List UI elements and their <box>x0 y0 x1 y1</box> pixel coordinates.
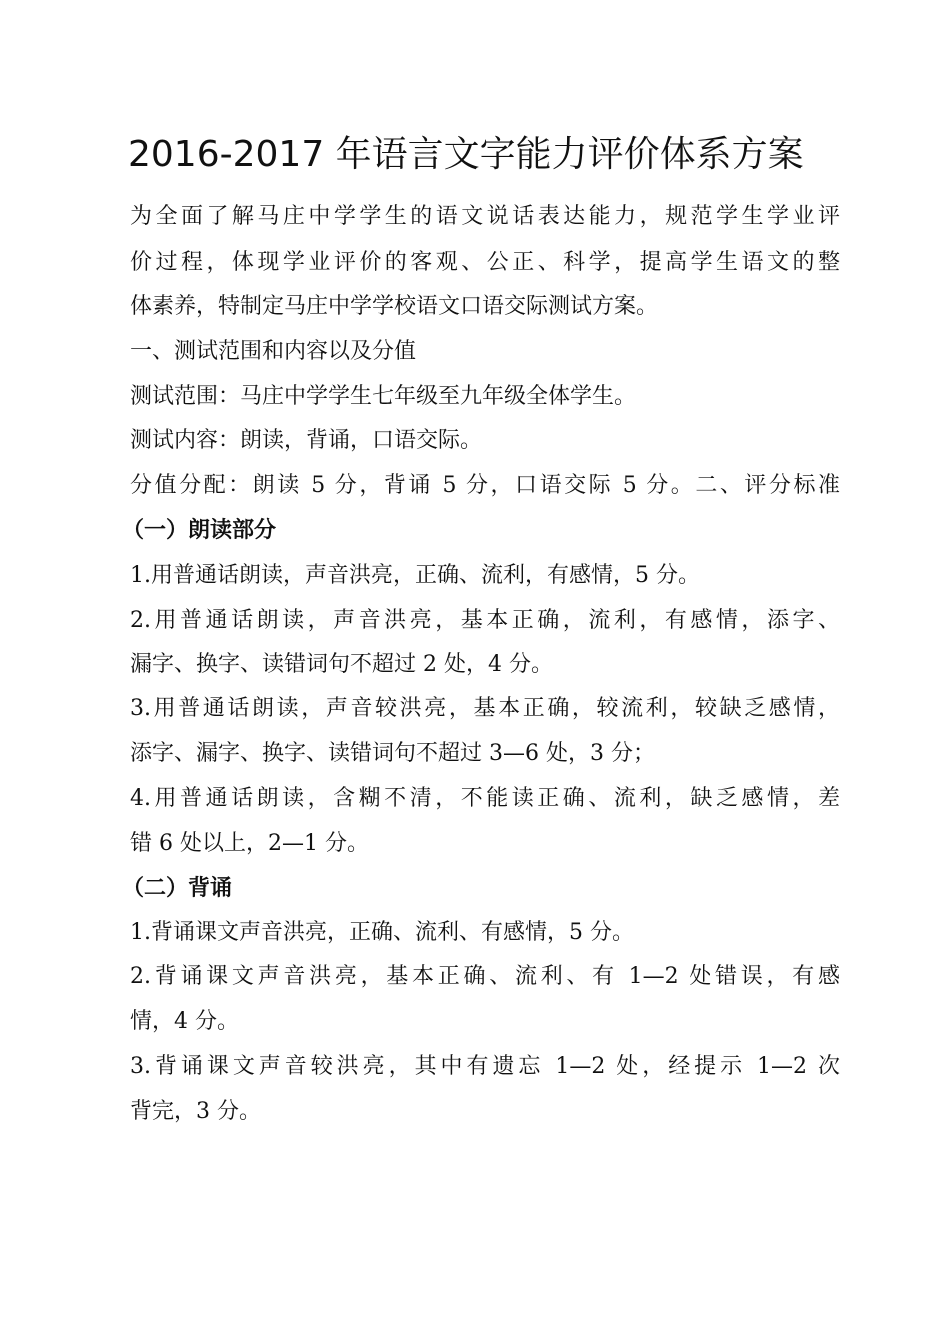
criteria-line: 2.背诵课文声音洪亮，基本正确、流利、有 1—2 处错误，有感 <box>130 964 840 989</box>
criteria-line: 3.背诵课文声音较洪亮，其中有遗忘 1—2 处，经提示 1—2 次 <box>130 1054 840 1079</box>
criteria-line: 1.背诵课文声音洪亮，正确、流利、有感情，5 分。 <box>130 920 634 945</box>
intro-line: 为全面了解马庄中学学生的语文说话表达能力，规范学生学业评 <box>130 204 840 229</box>
intro-line: 价过程，体现学业评价的客观、公正、科学，提高学生语文的整 <box>130 250 840 275</box>
criteria-line: 4.用普通话朗读，含糊不清，不能读正确、流利，缺乏感情，差 <box>130 786 840 811</box>
section-line: 测试范围：马庄中学学生七年级至九年级全体学生。 <box>130 384 637 409</box>
section-heading: 一、测试范围和内容以及分值 <box>130 339 417 364</box>
criteria-line: 背完，3 分。 <box>130 1099 261 1124</box>
subsection-heading: （一）朗读部分 <box>122 517 277 543</box>
subsection-heading: （二）背诵 <box>122 875 233 901</box>
intro-line: 体素养，特制定马庄中学学校语文口语交际测试方案。 <box>130 294 659 319</box>
criteria-line: 2.用普通话朗读，声音洪亮，基本正确，流利，有感情，添字、 <box>130 608 840 633</box>
criteria-line: 情，4 分。 <box>130 1009 239 1034</box>
criteria-line: 漏字、换字、读错词句不超过 2 处，4 分。 <box>130 652 553 677</box>
section-line: 测试内容：朗读，背诵，口语交际。 <box>130 428 483 453</box>
document-title: 2016-2017 年语言文字能力评价体系方案 <box>128 134 804 175</box>
criteria-line: 添字、漏字、换字、读错词句不超过 3—6 处，3 分； <box>130 741 655 766</box>
criteria-line: 3.用普通话朗读，声音较洪亮，基本正确，较流利，较缺乏感情， <box>130 696 840 721</box>
criteria-line: 1.用普通话朗读，声音洪亮，正确、流利，有感情，5 分。 <box>130 563 700 588</box>
section-line: 分值分配：朗读 5 分，背诵 5 分，口语交际 5 分。二、评分标准 <box>130 473 840 498</box>
criteria-line: 错 6 处以上，2—1 分。 <box>130 831 369 856</box>
